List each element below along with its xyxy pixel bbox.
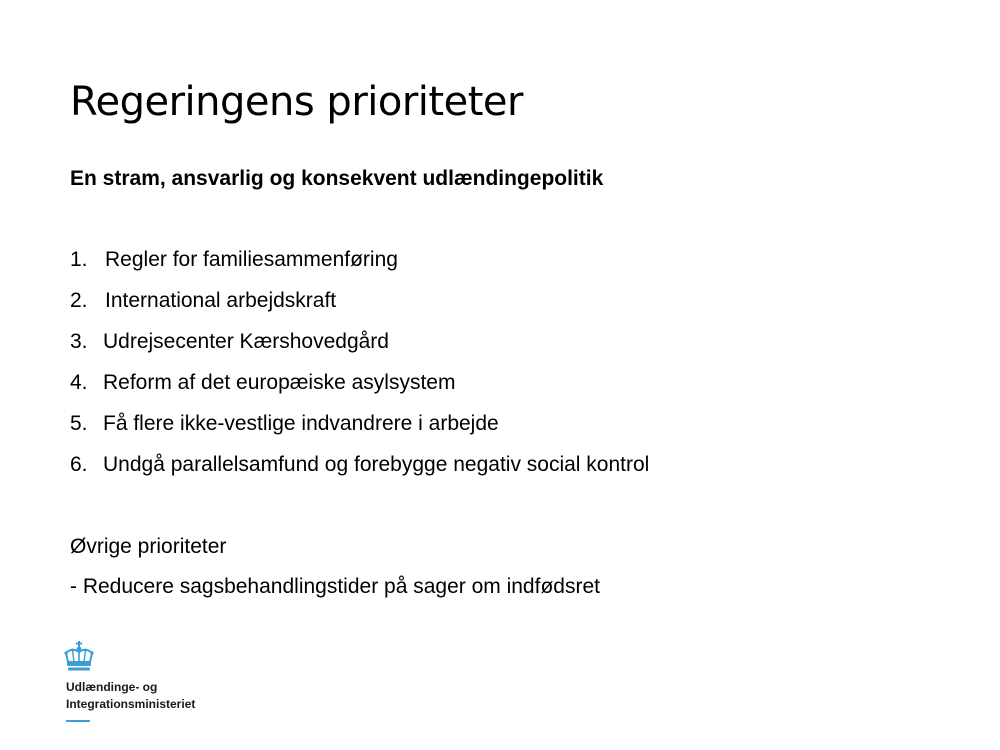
list-item-text: Undgå parallelsamfund og forebygge negativ social kontrol [103, 453, 650, 476]
list-item [70, 450, 649, 491]
priority-list [70, 245, 649, 491]
other-priorities-heading: Øvrige prioriteter [70, 535, 227, 558]
ministry-name-line1: Udlændinge- og [66, 680, 158, 694]
list-item [70, 368, 649, 409]
slide-subtitle: En stram, ansvarlig og konsekvent udlændingepolitik [70, 167, 604, 190]
list-item [70, 409, 649, 450]
list-item [70, 286, 649, 327]
ministry-name [66, 679, 195, 713]
list-item-text: Regler for familiesammenføring [105, 248, 398, 271]
ministry-logo [63, 641, 223, 731]
list-item-number: 1. [70, 248, 88, 271]
ministry-name-line2: Integrationsministeriet [66, 697, 196, 711]
list-item-text: Udrejsecenter Kærshovedgård [103, 330, 389, 353]
crown-icon [63, 641, 95, 673]
list-item-text: Reform af det europæiske asylsystem [103, 371, 456, 394]
logo-underline [66, 720, 90, 722]
list-item-number: 2. [70, 289, 88, 312]
other-priorities-item: - Reducere sagsbehandlingstider på sager om indfødsret [70, 575, 600, 598]
list-item-text: Få flere ikke-vestlige indvandrere i arbejde [103, 412, 499, 435]
list-item-number: 6. [70, 453, 88, 476]
slide-title: Regeringens prioriteter [70, 79, 523, 125]
list-item-text: International arbejdskraft [105, 289, 337, 312]
list-item-number: 5. [70, 412, 88, 435]
list-item-number: 4. [70, 371, 88, 394]
list-item-number: 3. [70, 330, 88, 353]
list-item [70, 327, 649, 368]
list-item [70, 245, 649, 286]
